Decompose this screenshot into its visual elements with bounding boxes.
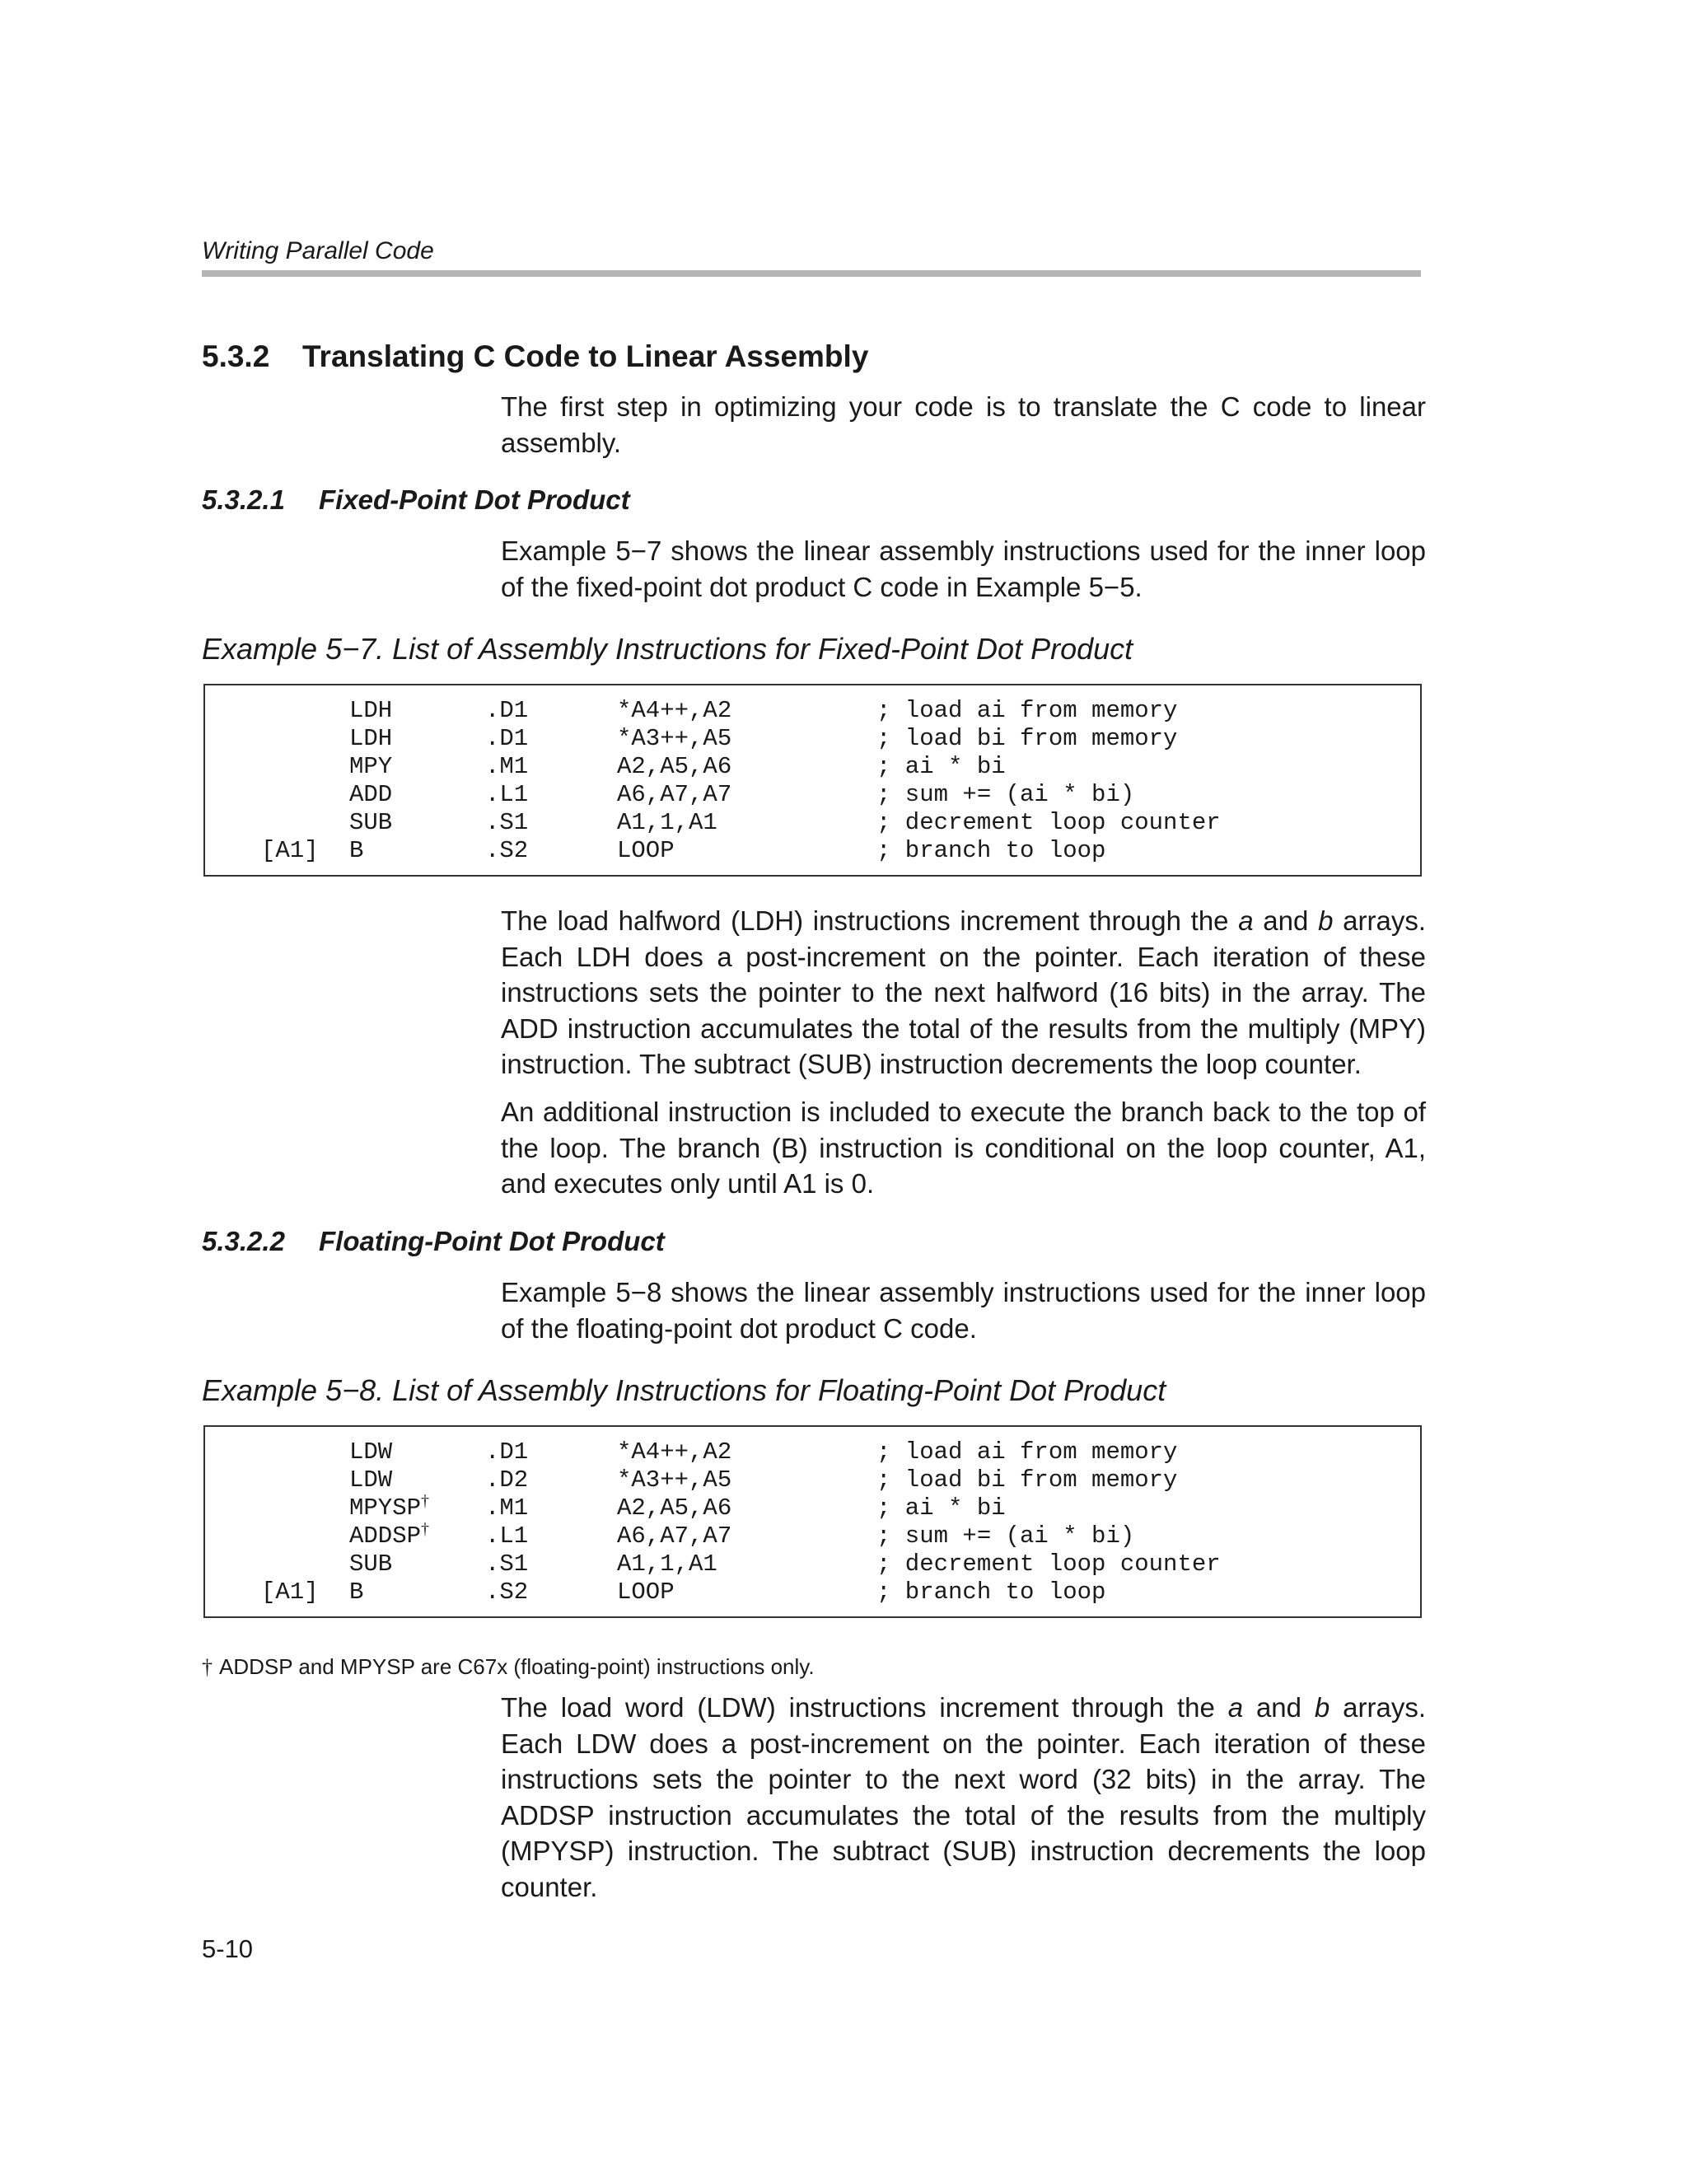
subsection-title-text: Floating-Point Dot Product	[319, 1226, 665, 1256]
code-comment: ; decrement loop counter	[876, 1550, 1221, 1578]
subsection-title-floating	[202, 1226, 665, 1257]
code-unit: .L1	[485, 1522, 529, 1550]
code-comment: ; branch to loop	[876, 1578, 1106, 1606]
code-comment: ; load bi from memory	[876, 725, 1178, 752]
code-opcode: ADDSP†	[349, 1520, 430, 1550]
code-unit: .S1	[485, 1550, 529, 1578]
code-operands: A6,A7,A7	[617, 781, 732, 808]
header-rule	[202, 270, 1421, 277]
section-intro: The first step in optimizing your code is to translate the C code to linear assembly.	[501, 391, 1426, 458]
code-comment: ; load ai from memory	[876, 1438, 1178, 1466]
code-unit: .S2	[485, 837, 529, 864]
subsection-title-text: Fixed-Point Dot Product	[319, 484, 630, 515]
code-line	[205, 1578, 1420, 1606]
code-condition: [A1]	[261, 1578, 319, 1606]
running-header: Writing Parallel Code	[202, 237, 434, 264]
code-operands: LOOP	[617, 1578, 675, 1606]
dagger-mark: †	[421, 1520, 430, 1538]
code-opcode: SUB	[349, 809, 393, 836]
code-unit: .S2	[485, 1578, 529, 1606]
dagger-mark: †	[421, 1492, 430, 1510]
code-line	[205, 1550, 1420, 1578]
code-opcode: LDH	[349, 697, 393, 724]
code-operands: *A3++,A5	[617, 725, 732, 752]
code-comment: ; sum += (ai * bi)	[876, 1522, 1135, 1550]
code-opcode: LDW	[349, 1438, 393, 1466]
code-line	[205, 1494, 1420, 1522]
example-caption-5-7: Example 5−7. List of Assembly Instructions for Fixed-Point Dot Product	[202, 632, 1133, 666]
code-line	[205, 1438, 1420, 1466]
code-condition: [A1]	[261, 837, 319, 864]
code-comment: ; load ai from memory	[876, 697, 1178, 724]
subsection-number: 5.3.2.2	[202, 1226, 285, 1256]
code-line	[205, 696, 1420, 725]
code-unit: .M1	[485, 753, 529, 780]
code-opcode: LDH	[349, 725, 393, 752]
example-caption-5-8: Example 5−8. List of Assembly Instructions for Floating-Point Dot Product	[202, 1373, 1166, 1407]
code-line	[205, 808, 1420, 837]
code-opcode: LDW	[349, 1466, 393, 1494]
code-comment: ; decrement loop counter	[876, 809, 1221, 836]
code-line	[205, 1522, 1420, 1550]
footnote-text: ADDSP and MPYSP are C67x (floating-point) instructions only.	[219, 1654, 815, 1679]
code-unit: .L1	[485, 781, 529, 808]
code-line	[205, 1466, 1420, 1494]
code-opcode: SUB	[349, 1550, 393, 1578]
code-opcode: ADD	[349, 781, 393, 808]
code-operands: *A4++,A2	[617, 697, 732, 724]
section-number: 5.3.2	[202, 339, 270, 373]
paragraph-ldh: The load halfword (LDH) instructions increment through the a and b arrays. Each LDH does a post-increment on the pointer. Each iteration of these instructions sets the pointer to the next halfword (16 bits) in the array. The ADD instruction accumulates the total of the results from the multiply (MPY) instruction. The subtract (SUB) instruction decrements the loop counter.	[501, 905, 1426, 1079]
code-unit: .D1	[485, 725, 529, 752]
code-operands: A1,1,A1	[617, 809, 717, 836]
code-unit: .D2	[485, 1466, 529, 1494]
code-operands: *A3++,A5	[617, 1466, 732, 1494]
code-line	[205, 752, 1420, 781]
code-operands: LOOP	[617, 837, 675, 864]
subsection-intro-fixed: Example 5−7 shows the linear assembly instructions used for the inner loop of the fixed-point dot product C code in Example 5−5.	[501, 535, 1426, 602]
code-unit: .M1	[485, 1494, 529, 1522]
paragraph-branch: An additional instruction is included to execute the branch back to the top of the loop. The branch (B) instruction is conditional on the loop counter, A1, and executes only until A1 is 0.	[501, 1097, 1426, 1199]
subsection-number: 5.3.2.1	[202, 484, 285, 515]
code-line	[205, 724, 1420, 753]
paragraph-ldw: The load word (LDW) instructions increment through the a and b arrays. Each LDW does a post-increment on the pointer. Each iteration of these instructions sets the pointer to the next word (32 bits) in the array. The ADDSP instruction accumulates the total of the results from the multiply (MPYSP) instruction. The subtract (SUB) instruction decrements the loop counter.	[501, 1692, 1426, 1902]
code-operands: A2,A5,A6	[617, 1494, 732, 1522]
code-opcode: MPYSP†	[349, 1492, 430, 1522]
code-listing-5-7	[203, 684, 1422, 877]
code-operands: A2,A5,A6	[617, 753, 732, 780]
code-opcode: MPY	[349, 753, 393, 780]
code-unit: .S1	[485, 809, 529, 836]
footnote-dagger: †	[202, 1655, 213, 1679]
code-line	[205, 836, 1420, 865]
page-number: 5-10	[202, 1934, 254, 1963]
code-operands: A1,1,A1	[617, 1550, 717, 1578]
code-comment: ; branch to loop	[876, 837, 1106, 864]
code-comment: ; ai * bi	[876, 1494, 1006, 1522]
footnote	[202, 1654, 815, 1680]
code-operands: *A4++,A2	[617, 1438, 732, 1466]
code-listing-5-8	[203, 1425, 1422, 1618]
section-title-text: Translating C Code to Linear Assembly	[302, 339, 869, 373]
code-line	[205, 780, 1420, 809]
code-opcode: B	[349, 1578, 364, 1606]
code-comment: ; load bi from memory	[876, 1466, 1178, 1494]
subsection-intro-floating: Example 5−8 shows the linear assembly instructions used for the inner loop of the floating-point dot product C code.	[501, 1277, 1426, 1344]
code-unit: .D1	[485, 1438, 529, 1466]
code-operands: A6,A7,A7	[617, 1522, 732, 1550]
section-title	[202, 339, 868, 374]
code-comment: ; sum += (ai * bi)	[876, 781, 1135, 808]
code-unit: .D1	[485, 697, 529, 724]
code-comment: ; ai * bi	[876, 753, 1006, 780]
subsection-title-fixed	[202, 484, 630, 516]
code-opcode: B	[349, 837, 364, 864]
